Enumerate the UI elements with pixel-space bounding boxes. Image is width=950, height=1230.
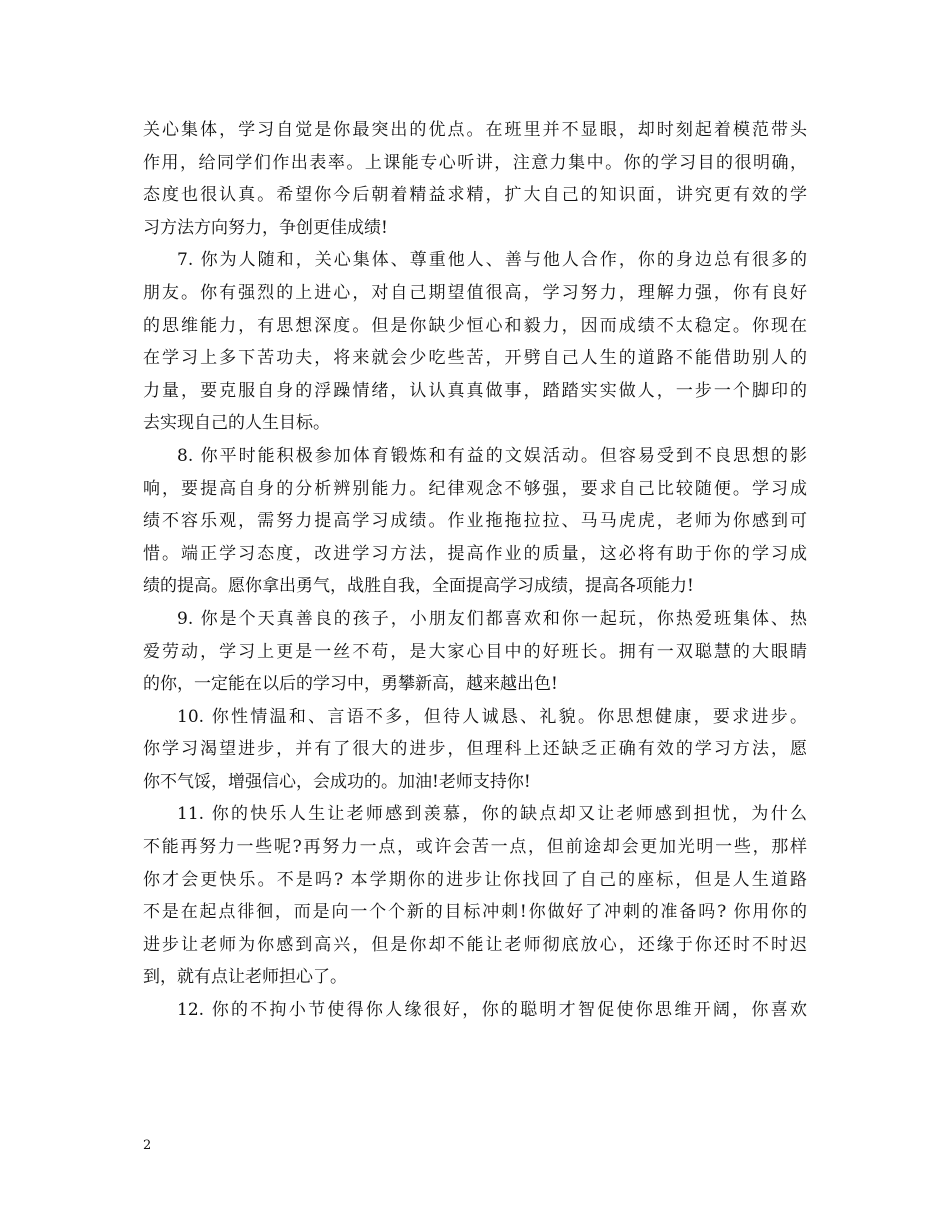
text-line: 绩不容乐观，需努力提高学习成绩。作业拖拖拉拉、马马虎虎，老师为你感到可 (143, 511, 807, 532)
text-line: 的思维能力，有思想深度。但是你缺少恒心和毅力，因而成绩不太稳定。你现在 (143, 315, 807, 336)
page-number: 2 (143, 1138, 152, 1153)
text-line: 不能再努力一些呢?再努力一点，或许会苦一点，但前途却会更加光明一些，那样 (143, 837, 807, 858)
text-line: 去实现自己的人生目标。 (143, 413, 330, 434)
text-line: 关心集体，学习自觉是你最突出的优点。在班里并不显眼，却时刻起着模范带头 (143, 120, 807, 140)
text-line: 进步让老师为你感到高兴，但是你却不能让老师彻底放心，还缘于你还时不时迟 (143, 934, 807, 955)
text-line: 12. 你的不拘小节使得你人缘很好，你的聪明才智促使你思维开阔，你喜欢 (177, 1000, 807, 1021)
text-line: 绩的提高。愿你拿出勇气，战胜自我，全面提高学习成绩，提高各项能力! (143, 576, 694, 597)
text-line: 爱劳动，学习上更是一丝不苟，是大家心目中的好班长。拥有一双聪慧的大眼睛 (143, 641, 807, 662)
text-line: 不是在起点徘徊，而是向一个个新的目标冲刺!你做好了冲刺的准备吗? 你用你的 (143, 902, 807, 923)
text-line: 你才会更快乐。不是吗? 本学期你的进步让你找回了自己的座标，但是人生道路 (143, 869, 807, 890)
text-line: 响，要提高自身的分析辨别能力。纪律观念不够强，要求自己比较随便。学习成 (143, 478, 807, 499)
text-line: 7. 你为人随和，关心集体、尊重他人、善与他人合作，你的身边总有很多的 (177, 250, 807, 271)
text-line: 8. 你平时能积极参加体育锻炼和有益的文娱活动。但容易受到不良思想的影 (177, 445, 807, 466)
text-line: 习方法方向努力，争创更佳成绩! (143, 217, 388, 238)
text-line: 到，就有点让老师担心了。 (143, 967, 347, 988)
text-line: 的你，一定能在以后的学习中，勇攀新高，越来越出色! (143, 674, 558, 695)
text-line: 10. 你性情温和、言语不多，但待人诚恳、礼貌。你思想健康，要求进步。 (177, 706, 807, 727)
text-line: 在学习上多下苦功夫，将来就会少吃些苦，开劈自己人生的道路不能借助别人的 (143, 348, 807, 369)
text-line: 你不气馁，增强信心，会成功的。加油!老师支持你! (143, 771, 531, 792)
text-line: 惜。端正学习态度，改进学习方法，提高作业的质量，这必将有助于你的学习成 (143, 543, 807, 564)
text-line: 态度也很认真。希望你今后朝着精益求精，扩大自己的知识面，讲究更有效的学 (143, 185, 807, 206)
text-line: 9. 你是个天真善良的孩子，小朋友们都喜欢和你一起玩，你热爱班集体、热 (177, 608, 807, 629)
text-line: 作用，给同学们作出表率。上课能专心听讲，注意力集中。你的学习目的很明确， (143, 152, 807, 173)
document-body (143, 114, 807, 1027)
text-line: 力量，要克服自身的浮躁情绪，认认真真做事，踏踏实实做人，一步一个脚印的 (143, 380, 807, 401)
text-line: 11. 你的快乐人生让老师感到羡慕，你的缺点却又让老师感到担忧，为什么 (177, 804, 807, 825)
text-line: 你学习渴望进步，并有了很大的进步，但理科上还缺乏正确有效的学习方法，愿 (143, 739, 807, 760)
text-line: 朋友。你有强烈的上进心，对自己期望值很高，学习努力，理解力强，你有良好 (143, 282, 807, 303)
